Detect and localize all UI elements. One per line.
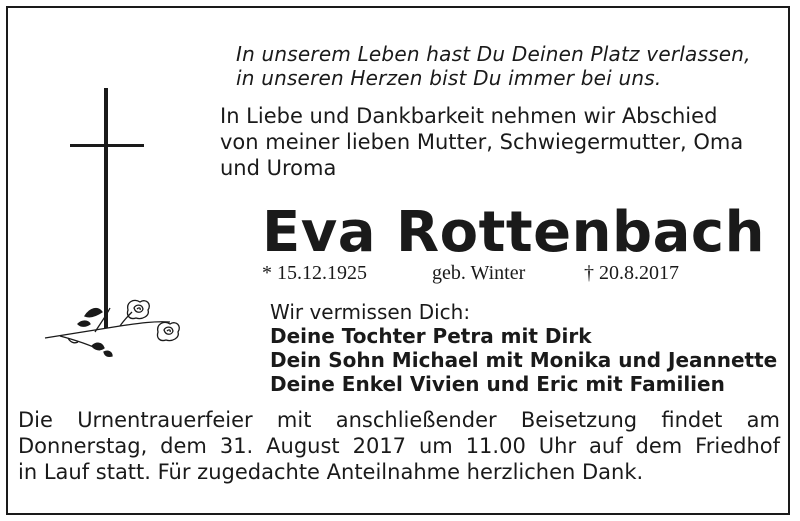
mourner-line-3: Deine Enkel Vivien und Eric mit Familien (270, 372, 725, 396)
motto-line-2: in unseren Herzen bist Du immer bei uns. (236, 66, 662, 90)
intro-line-1: In Liebe und Dankbarkeit nehmen wir Abschied (220, 104, 718, 128)
deceased-name: Eva Rottenbach (262, 200, 765, 265)
service-line-1: Die Urnentrauerfeier mit anschließender Beisetzung findet am (18, 408, 780, 432)
service-line-2: Donnerstag, dem 31. August 2017 um 11.00 Uhr auf dem Friedhof (18, 434, 780, 458)
death-date: † 20.8.2017 (584, 262, 679, 284)
cross-icon (104, 88, 108, 328)
mourner-line-1: Deine Tochter Petra mit Dirk (270, 324, 592, 348)
birth-date: * 15.12.1925 (262, 262, 367, 284)
obituary-notice (6, 6, 790, 515)
maiden-name: geb. Winter (432, 262, 526, 284)
service-line-3: in Lauf statt. Für zugedachte Anteilnahme herzlichen Dank. (18, 460, 644, 484)
cross-icon-bar (70, 144, 144, 147)
intro-line-2: von meiner lieben Mutter, Schwiegermutter, Oma (220, 130, 744, 154)
mourner-line-2: Dein Sohn Michael mit Monika und Jeannette (270, 348, 778, 372)
intro-line-3: und Uroma (220, 156, 337, 180)
motto-line-1: In unserem Leben hast Du Deinen Platz verlassen, (236, 42, 751, 66)
mourners-intro: Wir vermissen Dich: (270, 300, 471, 324)
rose-branch-icon (40, 294, 190, 364)
